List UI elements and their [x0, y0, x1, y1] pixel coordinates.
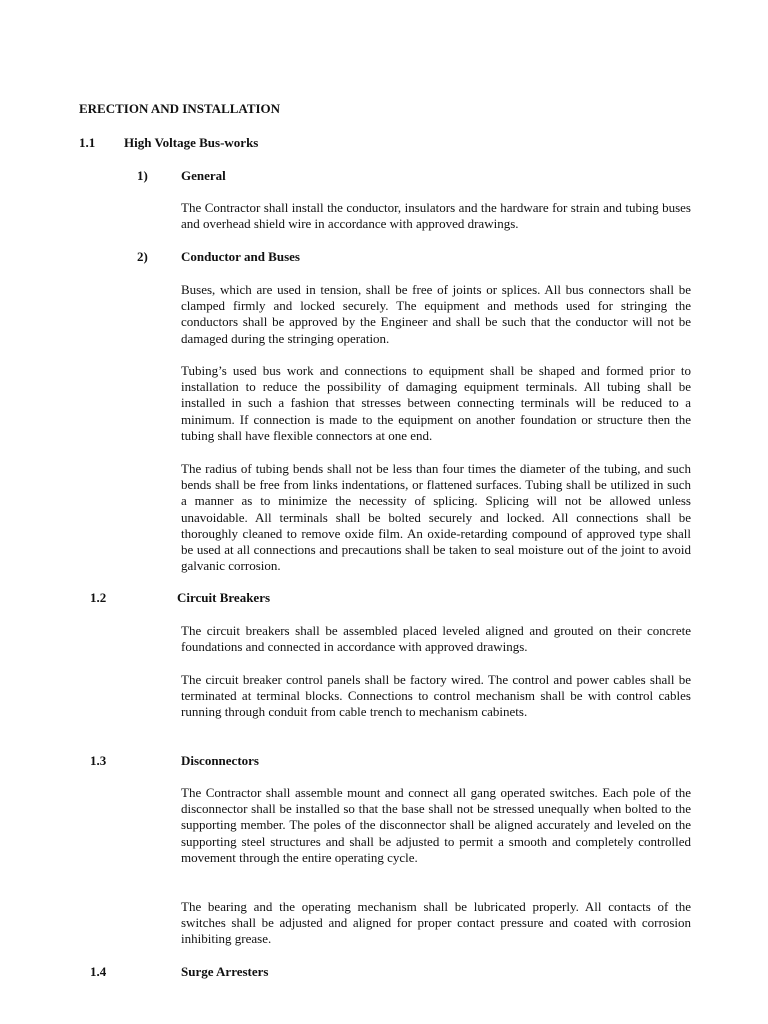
subsection-title-conductor: Conductor and Buses: [181, 249, 300, 264]
conductor-paragraph-3: The radius of tubing bends shall not be less than four times the diameter of the tubing, and such bends shall be free from links indentations, or flattened surfaces. Tubing shall be utilized in such a manner as to minimize the necessity of splicing. Splicing will not be allowed unless unavoidable. All terminals shall be bolted securely and locked. All connections shall be thoroughly cleaned to remove oxide film. An oxide-retarding compound of approved type shall be used at all connections and precautions shall be taken to seal moisture out of the joint to avoid galvanic corrosion.: [181, 461, 691, 574]
section-number-1-2: 1.2: [90, 590, 107, 605]
section-number-1-3: 1.3: [90, 753, 107, 768]
section-title-1-4: Surge Arresters: [181, 964, 269, 979]
subsection-title-general: General: [181, 168, 226, 183]
disconnectors-paragraph-1: The Contractor shall assemble mount and connect all gang operated switches. Each pole of the disconnector shall be installed so that the base shall not be stressed unequally when bolted to the supporting member. The poles of the disconnector shall be aligned accurately and leveled on the supporting steel structures and shall be adjusted to permit a smooth and completely controlled movement through the entire operating cycle.: [181, 785, 691, 865]
conductor-paragraph-2: Tubing’s used bus work and connections to equipment shall be shaped and formed prior to installation to reduce the possibility of damaging equipment terminals. All tubing shall be installed in such a fashion that stresses between connecting terminals will be reduced to a minimum. If connection is made to the equipment on another foundation or structure then the tubing shall have flexible connectors at one end.: [181, 363, 691, 443]
section-number-1-1: 1.1: [79, 135, 96, 150]
subsection-number-general: 1): [137, 168, 148, 183]
section-title-1-1: High Voltage Bus-works: [124, 135, 259, 150]
breakers-paragraph-2: The circuit breaker control panels shall be factory wired. The control and power cables shall be terminated at terminal blocks. Connections to control mechanism shall be with control cables running through conduit from cable trench to mechanism cabinets.: [181, 672, 691, 720]
section-number-1-4: 1.4: [90, 964, 107, 979]
section-title-1-2: Circuit Breakers: [177, 590, 271, 605]
document-title: ERECTION AND INSTALLATION: [79, 101, 281, 116]
disconnectors-paragraph-2: The bearing and the operating mechanism shall be lubricated properly. All contacts of the switches shall be adjusted and aligned for proper contact pressure and coated with corrosion inhibiting grease.: [181, 899, 691, 947]
general-paragraph: The Contractor shall install the conductor, insulators and the hardware for strain and tubing buses and overhead shield wire in accordance with approved drawings.: [181, 200, 691, 232]
conductor-paragraph-1: Buses, which are used in tension, shall be free of joints or splices. All bus connectors shall be clamped firmly and locked securely. The equipment and methods used for stringing the conductors shall be approved by the Engineer and shall be such that the conductor will not be damaged during the stringing operation.: [181, 282, 691, 346]
breakers-paragraph-1: The circuit breakers shall be assembled placed leveled aligned and grouted on their concrete foundations and connected in accordance with approved drawings.: [181, 623, 691, 655]
subsection-number-conductor: 2): [137, 249, 148, 264]
section-title-1-3: Disconnectors: [181, 753, 259, 768]
